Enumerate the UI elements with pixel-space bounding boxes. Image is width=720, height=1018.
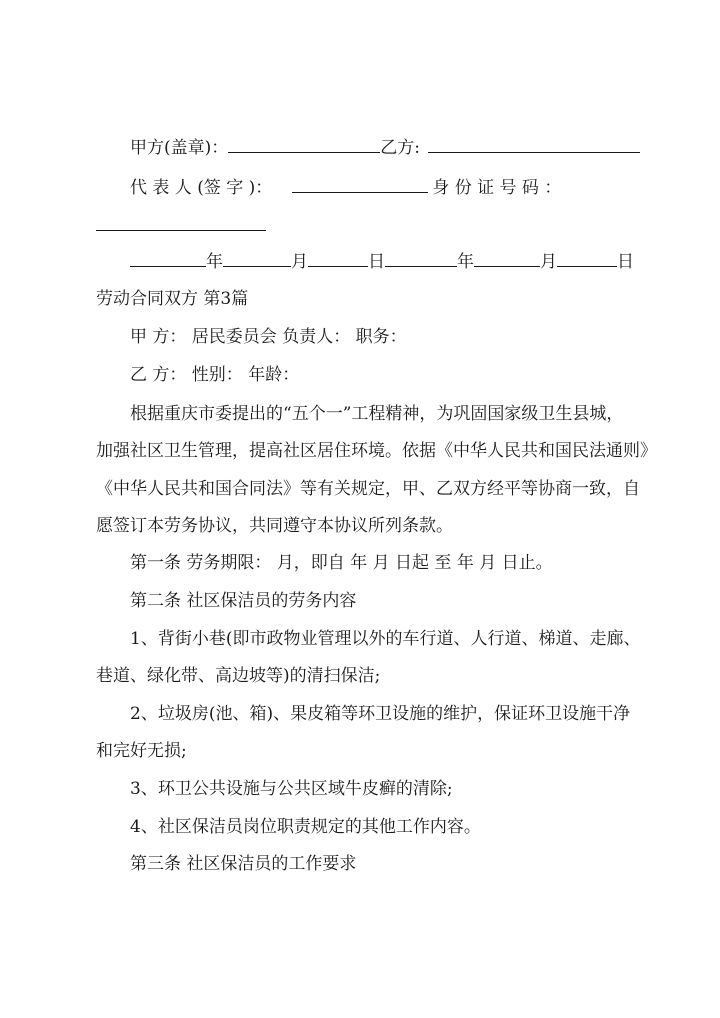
- signature-row-representative: [130, 176, 561, 199]
- representative-label: 代 表 人 (签 字 )：: [130, 178, 273, 198]
- article-3-title: 第三条 社区保洁员的工作要求: [130, 854, 357, 874]
- date-b-day-blank: [557, 250, 617, 267]
- date-a-month-blank: [223, 250, 291, 267]
- date-b-year-blank: [385, 250, 457, 267]
- item-2-line-1: 2、垃圾房(池、箱)、果皮箱等环卫设施的维护，保证环卫设施干净: [130, 704, 631, 724]
- party-b-blank: [428, 136, 640, 153]
- id-number-label: 身 份 证 号 码 ：: [432, 178, 562, 198]
- date-a-year-blank: [130, 250, 206, 267]
- party-a-seal-label: 甲方(盖章)：: [130, 138, 229, 158]
- party-b-info: 乙 方： 性别： 年龄：: [130, 365, 300, 385]
- article-1-term: 第一条 劳务期限： 月，即自 年 月 日起 至 年 月 日止。: [130, 553, 553, 573]
- signature-row-parties: [130, 136, 640, 159]
- contract-heading: 劳动合同双方 第3篇: [96, 289, 249, 309]
- preamble-line-1: 根据重庆市委提出的“五个一”工程精神，为巩固国家级卫生县城，: [130, 404, 624, 424]
- signature-dates-row: [130, 250, 634, 273]
- date-a-day-label: 日: [368, 252, 385, 272]
- party-a-seal-blank: [228, 136, 380, 153]
- item-1-line-1: 1、背街小巷(即市政物业管理以外的车行道、人行道、梯道、走廊、: [130, 629, 641, 649]
- item-3: 3、环卫公共设施与公共区域牛皮癣的清除;: [130, 779, 453, 799]
- party-b-label: 乙方:: [380, 138, 420, 158]
- preamble-line-3: 《中华人民共和国合同法》等有关规定，甲、乙双方经平等协商一致，自: [96, 479, 640, 499]
- id-number-blank: [96, 214, 266, 231]
- item-4: 4、社区保洁员岗位职责规定的其他工作内容。: [130, 817, 481, 837]
- article-2-title: 第二条 社区保洁员的劳务内容: [130, 591, 357, 611]
- date-b-day-label: 日: [617, 252, 634, 272]
- date-a-month-label: 月: [291, 252, 308, 272]
- date-b-month-blank: [474, 250, 540, 267]
- id-number-blank-row: [96, 214, 266, 237]
- party-a-info: 甲 方： 居民委员会 负责人： 职务：: [130, 327, 407, 347]
- date-a-year-label: 年: [206, 252, 223, 272]
- date-a-day-blank: [308, 250, 368, 267]
- date-b-year-label: 年: [457, 252, 474, 272]
- representative-blank: [292, 176, 428, 193]
- preamble-line-2: 加强社区卫生管理，提高社区居住环境。依据《中华人民共和国民法通则》: [96, 441, 657, 461]
- item-1-line-2: 巷道、绿化带、高边坡等)的清扫保洁;: [96, 666, 381, 686]
- date-b-month-label: 月: [540, 252, 557, 272]
- preamble-line-4: 愿签订本劳务协议，共同遵守本协议所列条款。: [96, 516, 453, 536]
- item-2-line-2: 和完好无损;: [96, 741, 187, 761]
